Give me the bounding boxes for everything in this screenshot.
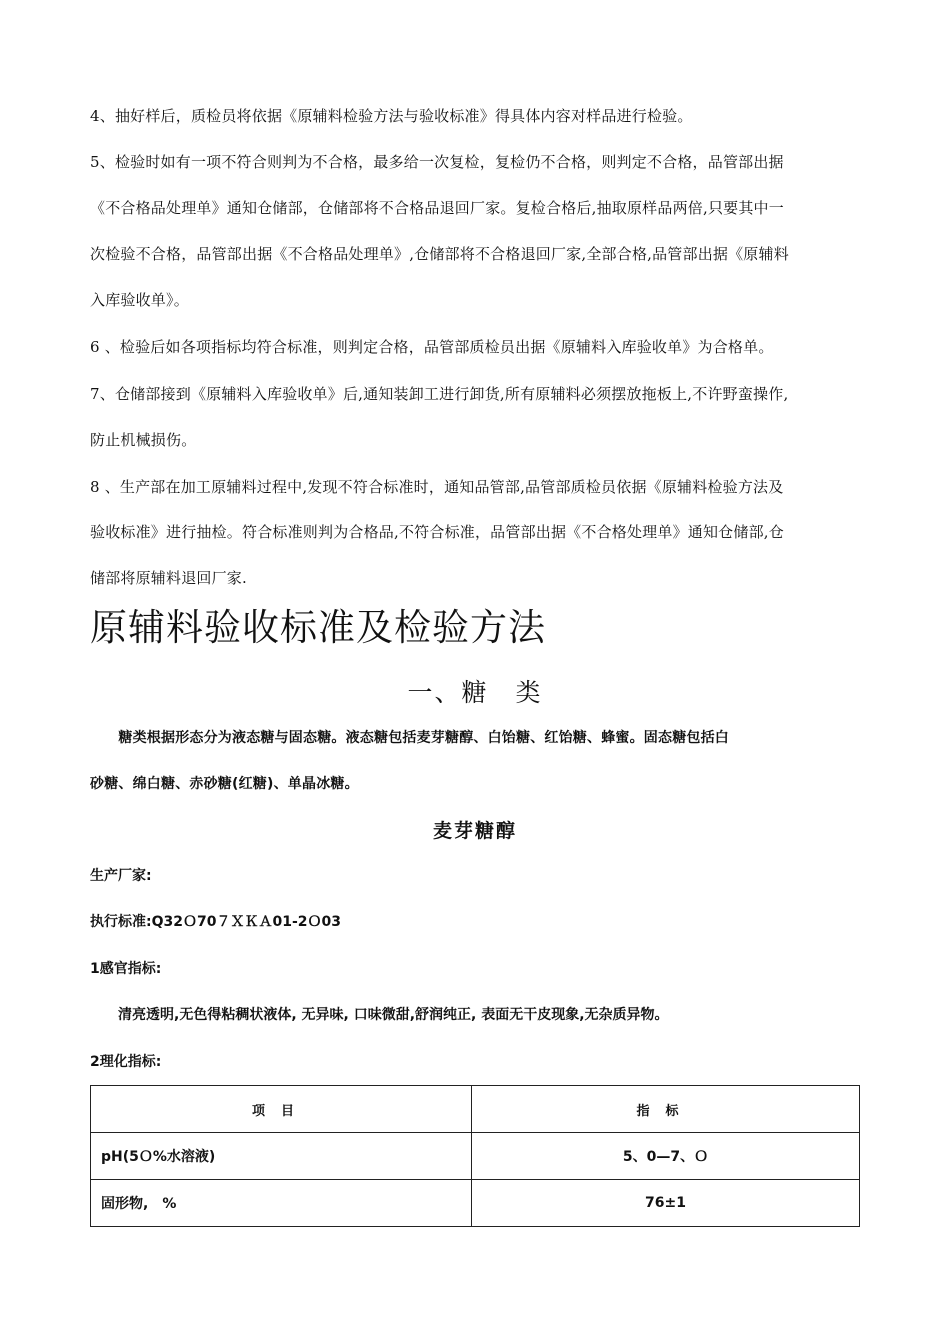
row-item-ph: pH(5Ｏ%水溶液) <box>91 1133 472 1180</box>
table-row <box>91 1133 860 1180</box>
sensory-label: 1感官指标: <box>90 961 162 977</box>
table-row <box>91 1180 860 1227</box>
row-item-solids: 固形物, % <box>91 1180 472 1227</box>
intro-line-2: 砂糖、绵白糖、赤砂糖(红糖)、单晶冰糖。 <box>90 776 359 792</box>
physchem-table <box>90 1085 860 1227</box>
intro-line-1: 糖类根据形态分为液态糖与固态糖。液态糖包括麦芽糖醇、白饴糖、红饴糖、蜂蜜。固态糖包括白 <box>90 730 729 746</box>
header-item: 项目 <box>91 1086 472 1133</box>
paragraph-step-6: 6 、检验后如各项指标均符合标准，则判定合格，品管部质检员出据《原辅料入库验收单》为合格单。 <box>90 338 774 356</box>
manufacturer-label: 生产厂家: <box>90 868 152 884</box>
paragraph-step-5-line-4: 入库验收单》。 <box>90 291 189 309</box>
product-title: 麦芽糖醇 <box>432 820 517 842</box>
paragraph-step-4: 4、抽好样后，质检员将依据《原辅料检验方法与验收标准》得具体内容对样品进行检验。 <box>90 107 693 125</box>
section-title: 一、糖 类 <box>407 678 543 707</box>
paragraph-step-7-line-2: 防止机械损伤。 <box>90 431 197 449</box>
paragraph-step-5-line-2: 《不合格品处理单》通知仓储部，仓储部将不合格品退回厂家。复检合格后,抽取原样品两倍,只要其中一 <box>90 199 784 217</box>
paragraph-step-8-line-3: 储部将原辅料退回厂家. <box>90 569 247 587</box>
paragraph-step-8-line-1: 8 、生产部在加工原辅料过程中,发现不符合标准时，通知品管部,品管部质检员依据《原辅料检验方法及 <box>90 478 784 496</box>
row-value-ph: 5、0—7、Ｏ <box>472 1133 860 1180</box>
paragraph-step-5-line-1: 5、检验时如有一项不符合则判为不合格，最多给一次复检，复检仍不合格，则判定不合格，品管部出据 <box>90 153 784 171</box>
row-value-solids: 76±1 <box>472 1180 860 1227</box>
physchem-label: 2理化指标: <box>90 1054 162 1070</box>
paragraph-step-5-line-3: 次检验不合格，品管部出据《不合格品处理单》,仓储部将不合格退回厂家,全部合格,品管部出据《原辅料 <box>90 245 789 263</box>
main-title: 原辅料验收标准及检验方法 <box>90 606 546 649</box>
standard-label: 执行标准:Q32Ｏ70７ＸＫＡ01-2Ｏ03 <box>90 914 341 930</box>
paragraph-step-8-line-2: 验收标准》进行抽检。符合标准则判为合格品,不符合标准，品管部出据《不合格处理单》通知仓储部,仓 <box>90 523 784 541</box>
sensory-text: 清亮透明,无色得粘稠状液体, 无异味, 口味微甜,舒润纯正, 表面无干皮现象,无杂质异物。 <box>90 1007 669 1023</box>
paragraph-step-7-line-1: 7、仓储部接到《原辅料入库验收单》后,通知装卸工进行卸货,所有原辅料必须摆放拖板上,不许野蛮操作, <box>90 385 789 403</box>
table-header-row <box>91 1086 860 1133</box>
header-spec: 指标 <box>472 1086 860 1133</box>
